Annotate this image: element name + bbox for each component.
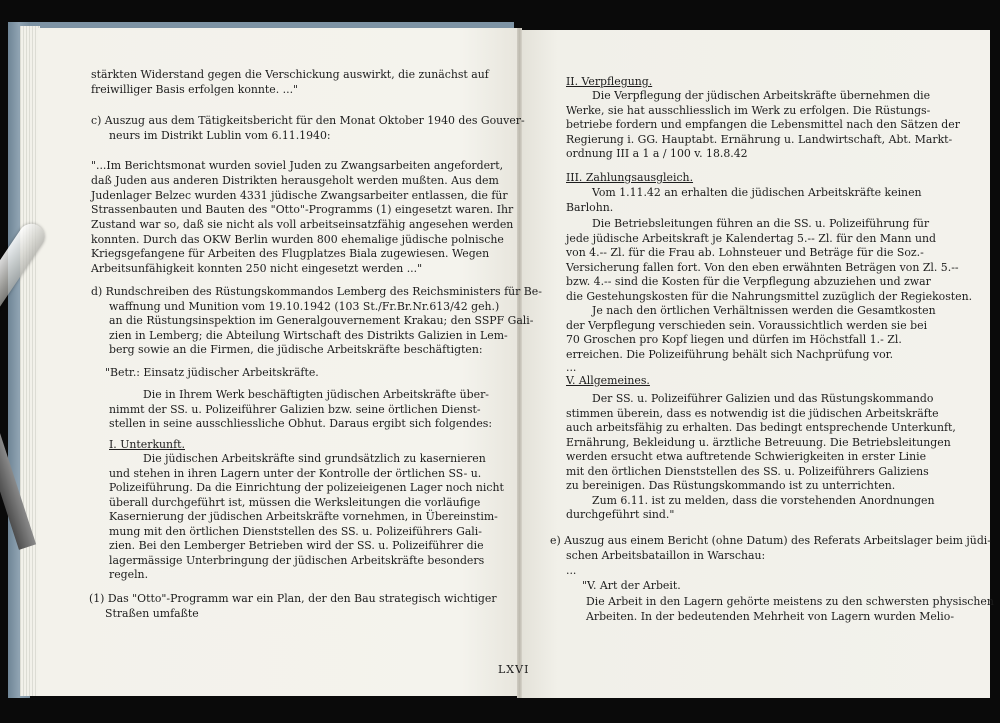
right-text-line: Vom 1.11.42 an erhalten die jüdischen Arbeitskräfte keinen <box>592 186 922 199</box>
right-text-line: durchgeführt sind." <box>566 508 675 521</box>
left-text-line: "Betr.: Einsatz jüdischer Arbeitskräfte. <box>105 366 319 379</box>
right-text-line: Die Arbeit in den Lagern gehörte meistens zu den schwersten physischen <box>586 595 994 608</box>
left-text-line: d) Rundschreiben des Rüstungskommandos Lemberg des Reichsministers für Be- <box>91 285 542 298</box>
right-text-line: bzw. 4.-- sind die Kosten für die Verpflegung abzuziehen und zwar <box>566 275 931 288</box>
left-text-line: lagermässige Unterbringung der jüdischen Arbeitskräfte besonders <box>109 554 485 567</box>
right-text-line: jede jüdische Arbeitskraft je Kalendertag 5.-- Zl. für den Mann und <box>566 232 936 245</box>
left-text-line: zien in Lemberg; die Abteilung Wirtschaft des Distrikts Galizien in Lem- <box>109 329 508 342</box>
right-text-line: betriebe fordern und empfangen die Lebensmittel nach den Sätzen der <box>566 118 960 131</box>
left-text-line: c) Auszug aus dem Tätigkeitsbericht für den Monat Oktober 1940 des Gouver- <box>91 114 525 127</box>
left-text-line: Zustand war so, daß sie nicht als voll arbeitseinsatzfähig angesehen werden <box>91 218 514 231</box>
right-text-line: erreichen. Die Polizeiführung behält sich Nachprüfung vor. <box>566 348 894 361</box>
right-text-line: zu bereinigen. Das Rüstungskommando ist zu unterrichten. <box>566 479 896 492</box>
left-text-line: Polizeiführung. Da die Einrichtung der polizeieigenen Lager noch nicht <box>109 481 504 494</box>
left-text-line: Die jüdischen Arbeitskräfte sind grundsätzlich zu kasernieren <box>143 452 486 465</box>
left-text-line: Kasernierung der jüdischen Arbeitskräfte vornehmen, in Übereinstim- <box>109 510 498 523</box>
right-text-line: schen Arbeitsbataillon in Warschau: <box>566 549 766 562</box>
right-text-line: "V. Art der Arbeit. <box>582 579 681 592</box>
left-text-line: neurs im Distrikt Lublin vom 6.11.1940: <box>109 129 331 142</box>
left-text-line: regeln. <box>109 568 149 581</box>
left-text-line: stellen in seine ausschliessliche Obhut. Daraus ergibt sich folgendes: <box>109 417 493 430</box>
right-text-line: mit den örtlichen Dienststellen des SS. u. Polizeiführers Galiziens <box>566 465 929 478</box>
right-text-line: die Gestehungskosten für die Nahrungsmittel zuzüglich der Regiekosten. <box>566 290 973 303</box>
left-text-line: überall durchgeführt ist, müssen die Werksleitungen die vorläufige <box>109 496 481 509</box>
right-text-line: Arbeiten. In der bedeutenden Mehrheit von Lagern wurden Melio- <box>586 610 955 623</box>
left-text-line: (1) Das "Otto"-Programm war ein Plan, der den Bau strategisch wichtiger <box>89 592 497 605</box>
left-text-line: Kriegsgefangene für Arbeiten des Flugplatzes Biala zugewiesen. Wegen <box>91 247 490 260</box>
right-text-line: von 4.-- Zl. für die Frau ab. Lohnsteuer und Beträge für die Soz.- <box>566 246 924 259</box>
left-text-line: Die in Ihrem Werk beschäftigten jüdischen Arbeitskräfte über- <box>143 388 489 401</box>
left-text-line: daß Juden aus anderen Distrikten herausgeholt werden mußten. Aus dem <box>91 174 499 187</box>
right-text-line: Versicherung fallen fort. Von den eben erwähnten Beträgen von Zl. 5.-- <box>566 261 959 274</box>
left-text-line: "...Im Berichtsmonat wurden soviel Juden zu Zwangsarbeiten angefordert, <box>91 159 504 172</box>
right-text-line: werden ersucht etwa auftretende Schwierigkeiten in erster Linie <box>566 450 927 463</box>
right-text-line: III. Zahlungsausgleich. <box>566 171 694 184</box>
right-text-line: II. Verpflegung. <box>566 75 653 88</box>
right-text-line: Die Verpflegung der jüdischen Arbeitskräfte übernehmen die <box>592 89 931 102</box>
left-text-line: Arbeitsunfähigkeit konnten 250 nicht eingesetzt werden ..." <box>91 262 423 275</box>
right-text-line: Je nach den örtlichen Verhältnissen werden die Gesamtkosten <box>592 304 936 317</box>
page-stack-edge <box>20 26 40 696</box>
right-text-line: Barlohn. <box>566 201 614 214</box>
left-text-line: waffnung und Munition vom 19.10.1942 (103 St./Fr.Br.Nr.613/42 geh.) <box>109 300 500 313</box>
right-text-line: 70 Groschen pro Kopf liegen und dürfen im Höchstfall 1.- Zl. <box>566 333 902 346</box>
left-text-line: Judenlager Belzec wurden 4331 jüdische Zwangsarbeiter entlassen, die für <box>91 189 508 202</box>
right-text-line: Werke, sie hat ausschliesslich im Werk zu erfolgen. Die Rüstungs- <box>566 104 931 117</box>
left-text-line: mung mit den örtlichen Dienststellen des SS. u. Polizeiführers Gali- <box>109 525 482 538</box>
right-text-line: Ernährung, Bekleidung u. ärztliche Betreuung. Die Betriebsleitungen <box>566 436 951 449</box>
right-text-line: Zum 6.11. ist zu melden, dass die vorstehenden Anordnungen <box>592 494 935 507</box>
left-text-line: zien. Bei den Lemberger Betrieben wird der SS. u. Polizeiführer die <box>109 539 484 552</box>
left-text-line: konnten. Durch das OKW Berlin wurden 800 ehemalige jüdische polnische <box>91 233 504 246</box>
right-text-line: ... <box>566 564 577 577</box>
left-text-line: I. Unterkunft. <box>109 438 185 451</box>
left-text-line: Strassenbauten und Bauten des "Otto"-Programms (1) eingesetzt waren. Ihr <box>91 203 514 216</box>
right-text-line: V. Allgemeines. <box>566 374 650 387</box>
left-text-line: nimmt der SS. u. Polizeiführer Galizien bzw. seine örtlichen Dienst- <box>109 403 481 416</box>
right-text-line: Die Betriebsleitungen führen an die SS. u. Polizeiführung für <box>592 217 930 230</box>
left-text-line: berg sowie an die Firmen, die jüdische Arbeitskräfte beschäftigten: <box>109 343 483 356</box>
right-text-line: stimmen überein, dass es notwendig ist die jüdischen Arbeitskräfte <box>566 407 939 420</box>
left-text-line: freiwilliger Basis erfolgen konnte. ..." <box>91 83 299 96</box>
page-number: LXVI <box>498 663 530 676</box>
left-text-line: und stehen in ihren Lagern unter der Kontrolle der örtlichen SS- u. <box>109 467 482 480</box>
right-text-line: Regierung i. GG. Hauptabt. Ernährung u. Landwirtschaft, Abt. Markt- <box>566 133 953 146</box>
right-text-line: ordnung III a 1 a / 100 v. 18.8.42 <box>566 147 748 160</box>
right-text-line: der Verpflegung verschieden sein. Voraussichtlich werden sie bei <box>566 319 928 332</box>
right-text-line: auch arbeitsfähig zu erhalten. Das bedingt entsprechende Unterkunft, <box>566 421 956 434</box>
right-text-line: ... <box>566 361 577 374</box>
right-text-line: e) Auszug aus einem Bericht (ohne Datum) des Referats Arbeitslager beim jüdi- <box>550 534 991 547</box>
left-text-line: stärkten Widerstand gegen die Verschickung auswirkt, die zunächst auf <box>91 68 489 81</box>
left-text-line: an die Rüstungsinspektion im Generalgouvernement Krakau; den SSPF Gali- <box>109 314 534 327</box>
right-text-line: Der SS. u. Polizeiführer Galizien und das Rüstungskommando <box>592 392 934 405</box>
left-text-line: Straßen umfaßte <box>105 607 199 620</box>
